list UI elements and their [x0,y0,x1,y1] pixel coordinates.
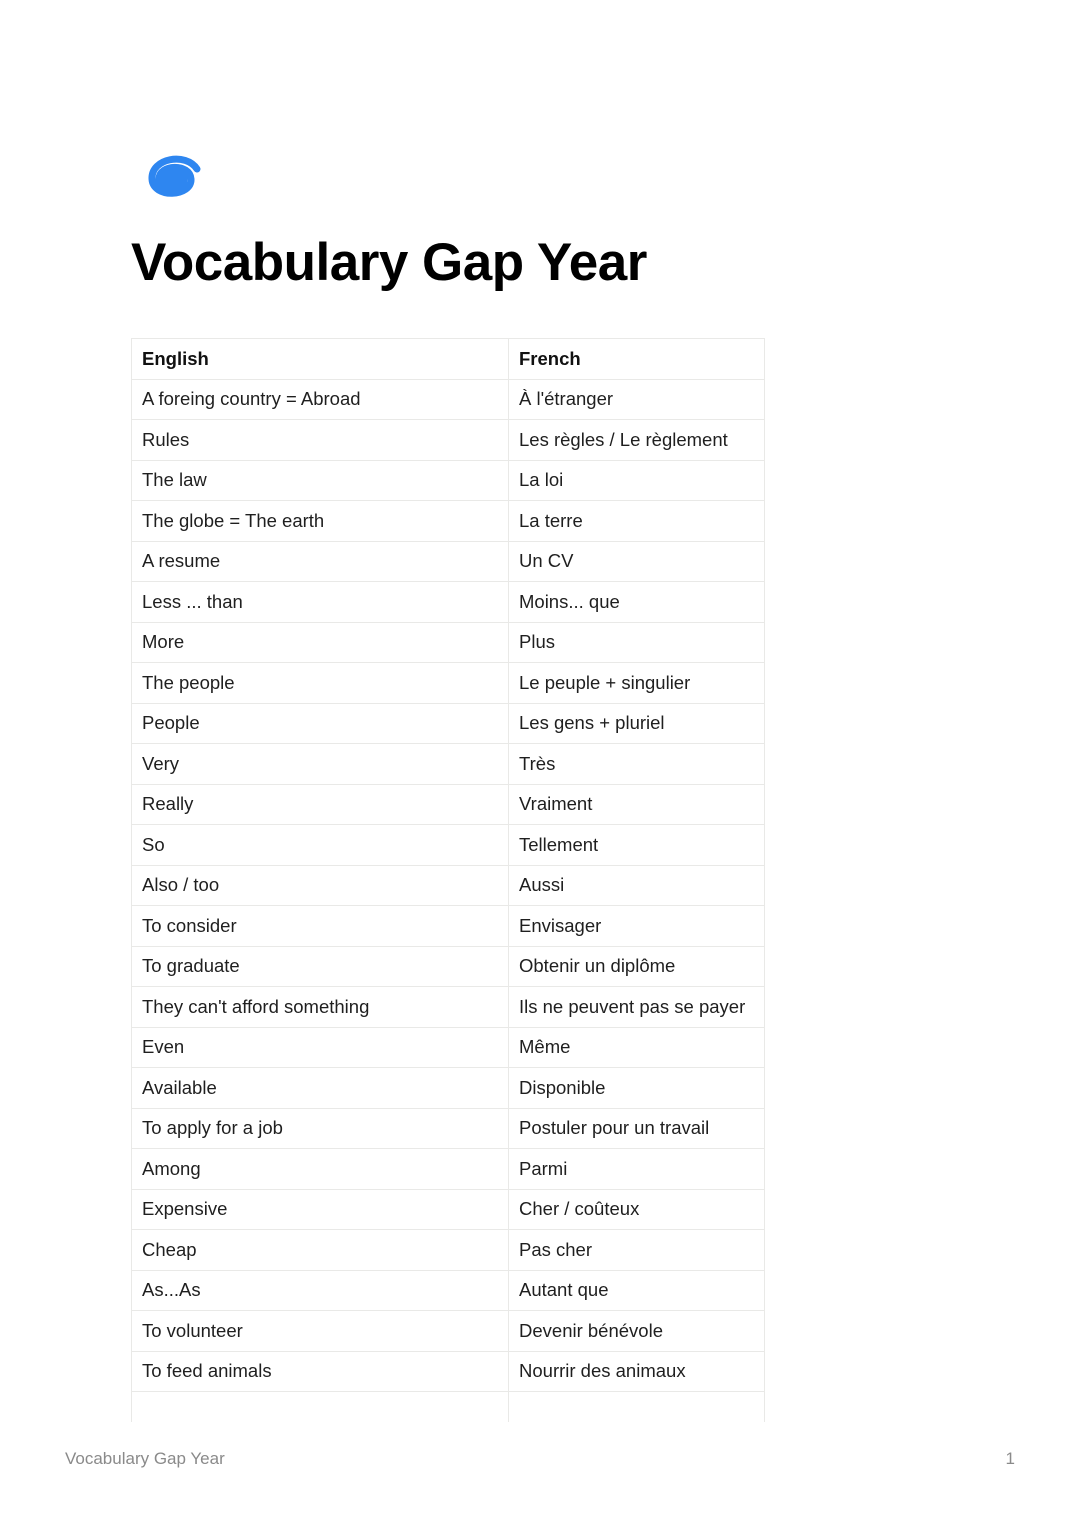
table-row [132,420,765,461]
table-row [132,1230,765,1271]
table-row [132,1189,765,1230]
cell-french: Moins... que [509,582,765,623]
cell-french: Les gens + pluriel [509,703,765,744]
table-row [132,987,765,1028]
table-row [132,1068,765,1109]
cell-english: Expensive [132,1189,509,1230]
cell-english: Among [132,1149,509,1190]
table-row [132,906,765,947]
cell-french: Très [509,744,765,785]
cell-english: To volunteer [132,1311,509,1352]
cell-french: Plus [509,622,765,663]
cell-french: Ils ne peuvent pas se payer [509,987,765,1028]
cell-english: So [132,825,509,866]
table-row [132,865,765,906]
cell-english: To feed animals [132,1351,509,1392]
footer-page-number: 1 [1005,1449,1015,1468]
table-row [132,703,765,744]
cell-english: Less ... than [132,582,509,623]
cell-french: Autant que [509,1270,765,1311]
cell-french: Envisager [509,906,765,947]
cell-french: Nourrir des animaux [509,1351,765,1392]
cell-french: Même [509,1027,765,1068]
cell-english: A foreing country = Abroad [132,379,509,420]
cell-english: Even [132,1027,509,1068]
table-row [132,582,765,623]
table-row [132,1270,765,1311]
cell-french: Tellement [509,825,765,866]
cell-english [132,1392,509,1423]
cell-french: À l'étranger [509,379,765,420]
cell-english: The globe = The earth [132,501,509,542]
cell-english: To apply for a job [132,1108,509,1149]
footer-document-title: Vocabulary Gap Year [65,1449,225,1468]
spiral-icon [134,141,208,217]
cell-french [509,1392,765,1423]
cell-english: To graduate [132,946,509,987]
page-icon [134,141,208,217]
cell-english: A resume [132,541,509,582]
cell-english: They can't afford something [132,987,509,1028]
cell-french: La terre [509,501,765,542]
table-row [132,541,765,582]
table-row [132,379,765,420]
table-row [132,1351,765,1392]
cell-french: Le peuple + singulier [509,663,765,704]
table-row [132,1311,765,1352]
table-row [132,460,765,501]
cell-english: Available [132,1068,509,1109]
cell-english: Cheap [132,1230,509,1271]
table-row [132,1108,765,1149]
table-row [132,946,765,987]
cell-english: The law [132,460,509,501]
table-body [132,379,765,1422]
cell-french: Disponible [509,1068,765,1109]
table-row [132,1027,765,1068]
table-row [132,1392,765,1423]
cell-english: As...As [132,1270,509,1311]
cell-french: Devenir bénévole [509,1311,765,1352]
cell-french: Cher / coûteux [509,1189,765,1230]
cell-english: Very [132,744,509,785]
table-row [132,825,765,866]
cell-english: People [132,703,509,744]
column-header-french: French [509,339,765,380]
cell-english: Also / too [132,865,509,906]
cell-english: To consider [132,906,509,947]
cell-french: Parmi [509,1149,765,1190]
table-row [132,744,765,785]
table-row [132,501,765,542]
cell-french: Pas cher [509,1230,765,1271]
cell-french: La loi [509,460,765,501]
cell-french: Vraiment [509,784,765,825]
cell-french: Un CV [509,541,765,582]
cell-english: Really [132,784,509,825]
cell-french: Obtenir un diplôme [509,946,765,987]
cell-french: Les règles / Le règlement [509,420,765,461]
table-row [132,622,765,663]
table-row [132,784,765,825]
vocabulary-table [131,338,765,1422]
cell-english: Rules [132,420,509,461]
column-header-english: English [132,339,509,380]
cell-french: Aussi [509,865,765,906]
table-row [132,663,765,704]
cell-english: More [132,622,509,663]
cell-english: The people [132,663,509,704]
table-row [132,1149,765,1190]
table-header-row [132,339,765,380]
page-title: Vocabulary Gap Year [131,233,647,292]
cell-french: Postuler pour un travail [509,1108,765,1149]
